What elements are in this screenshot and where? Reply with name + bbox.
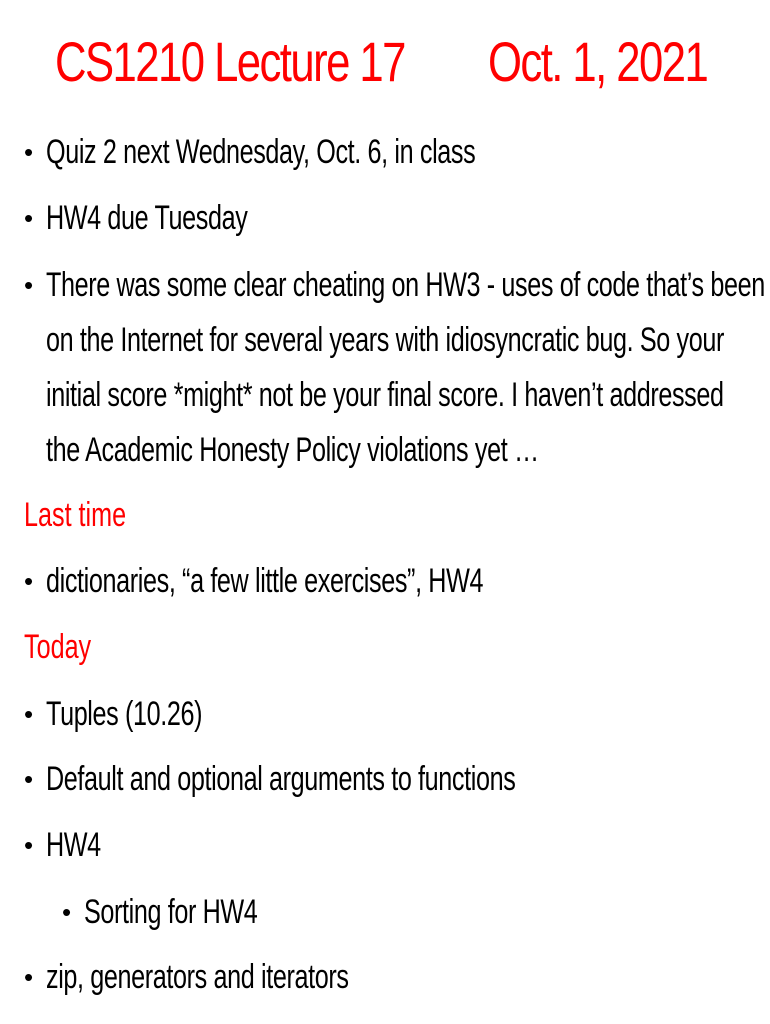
bullet-text-continuation: the Academic Honesty Policy violations yet … (46, 431, 539, 469)
bullet-text: Quiz 2 next Wednesday, Oct. 6, in class (46, 133, 476, 171)
bullet-icon: • (24, 699, 34, 729)
bullet-icon: • (62, 897, 72, 927)
bullet-icon: • (24, 830, 34, 860)
bullet-text: HW4 due Tuesday (46, 199, 248, 237)
bullet-icon: • (24, 566, 34, 596)
bullet-icon: • (24, 203, 34, 233)
section-heading-today: Today (24, 628, 92, 666)
bullet-icon: • (24, 270, 34, 300)
bullet-text: Sorting for HW4 (84, 893, 258, 931)
bullet-text: Tuples (10.26) (46, 695, 203, 733)
bullet-icon: • (24, 764, 34, 794)
bullet-text: HW4 (46, 826, 101, 864)
lecture-date: Oct. 1, 2021 (488, 30, 708, 93)
bullet-text: Default and optional arguments to functions (46, 760, 516, 798)
bullet-text-continuation: on the Internet for several years with idiosyncratic bug. So your (46, 321, 724, 359)
bullet-text: zip, generators and iterators (46, 958, 349, 996)
lecture-title: CS1210 Lecture 17 (55, 30, 405, 93)
bullet-text: There was some clear cheating on HW3 - uses of code that’s been (46, 266, 765, 304)
section-heading-last-time: Last time (24, 496, 127, 534)
bullet-text-continuation: initial score *might* not be your final score. I haven’t addressed (46, 376, 724, 414)
bullet-icon: • (24, 137, 34, 167)
bullet-icon: • (24, 962, 34, 992)
slide-title (0, 22, 770, 102)
bullet-text: dictionaries, “a few little exercises”, HW4 (46, 562, 484, 600)
